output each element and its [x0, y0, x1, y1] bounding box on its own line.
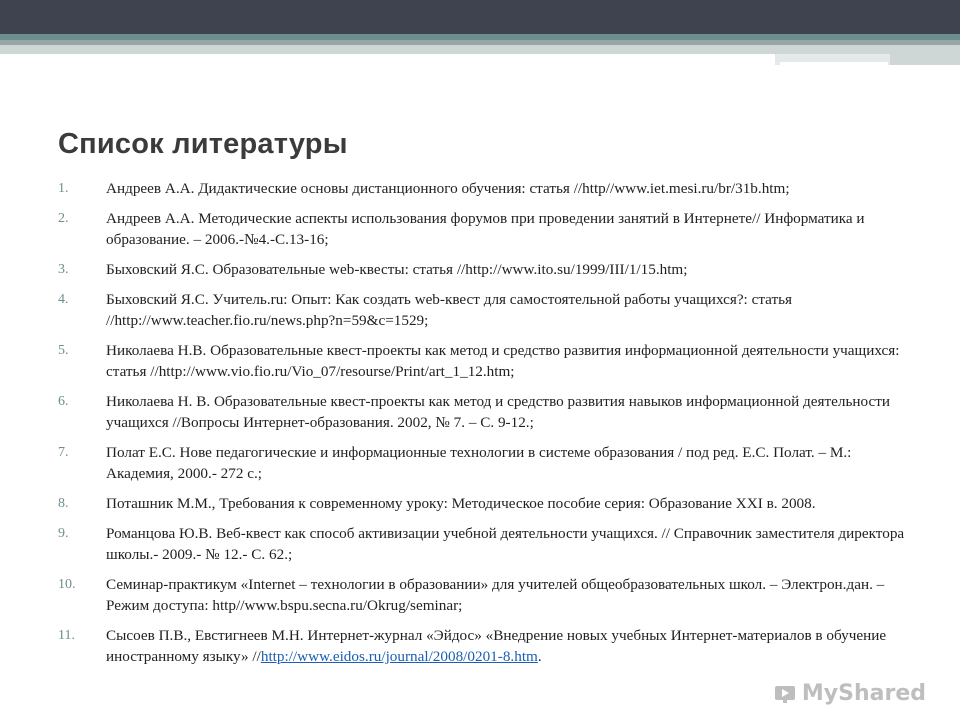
reference-item [58, 442, 918, 484]
reference-number: 3. [58, 262, 69, 277]
reference-item [58, 178, 918, 199]
reference-text: Андреев А.А. Дидактические основы дистанционного обучения: статья //http//www.iet.mesi.ru/br/31b.htm; [106, 180, 790, 197]
reference-item [58, 493, 918, 514]
reference-text: Романцова Ю.В. Веб-квест как способ активизации учебной деятельности учащихся. // Справочник заместителя директора школы.- 2009.- № 12.- С. 62.; [106, 525, 905, 563]
reference-item [58, 259, 918, 280]
reference-number: 8. [58, 496, 69, 511]
reference-number: 7. [58, 445, 69, 460]
reference-text: Семинар-практикум «Internet – технологии в образовании» для учителей общеобразовательных школ. – Электрон.дан. – Режим доступа: http//www.bspu.secna.ru/Okrug/seminar; [106, 576, 885, 614]
reference-text: Николаева Н. В. Образовательные квест-проекты как метод и средство развития навыков информационной деятельности учащихся //Вопросы Интернет-образования. 2002, № 7. – С. 9-12.; [106, 393, 890, 431]
reference-text: Быховский Я.С. Образовательные web-квесты: статья //http://www.ito.su/1999/III/1/15.htm; [106, 261, 688, 278]
page-title: Список литературы [58, 128, 348, 160]
reference-number: 10. [58, 577, 76, 592]
reference-text: Николаева Н.В. Образовательные квест-проекты как метод и средство развития информационной деятельности учащихся: статья //http://www.vio.fio.ru/Vio_07/resourse/Print/art_1_12.htm; [106, 342, 900, 380]
reference-number: 5. [58, 343, 69, 358]
reference-text: Быховский Я.С. Учитель.ru: Опыт: Как создать web-квест для самостоятельной работы учащихся?: статья //http://www.teacher.fio.ru/news.php?n=59&c=1529; [106, 291, 793, 329]
reference-number: 1. [58, 181, 69, 196]
reference-text-end: . [537, 648, 542, 665]
reference-text: Сысоев П.В., Евстигнеев М.Н. Интернет-журнал «Эйдос» «Внедрение новых учебных Интернет-материалов в обучение иностранному языку» // [106, 627, 887, 665]
reference-number: 2. [58, 211, 69, 226]
reference-item [58, 391, 918, 433]
reference-number: 11. [58, 628, 75, 643]
watermark [774, 681, 926, 706]
reference-item [58, 289, 918, 331]
watermark-text: MyShared [801, 681, 926, 706]
reference-list [58, 178, 918, 667]
reference-number: 9. [58, 526, 69, 541]
reference-item [58, 625, 918, 667]
slide-top-band [0, 0, 960, 34]
reference-number: 4. [58, 292, 69, 307]
reference-text: Поташник М.М., Требования к современному уроку: Методическое пособие серия: Образование XXI в. 2008. [106, 495, 816, 512]
reference-item [58, 340, 918, 382]
slide-accent-block-corner [890, 45, 960, 65]
reference-number: 6. [58, 394, 69, 409]
reference-item [58, 523, 918, 565]
reference-link[interactable]: http://www.eidos.ru/journal/2008/0201-8.htm [260, 648, 538, 665]
reference-item [58, 574, 918, 616]
slideshow-icon [774, 683, 796, 705]
reference-text: Полат Е.С. Нове педагогические и информационные технологии в системе образования / под ред. Е.С. Полат. – М.: Академия, 2000.- 272 с.; [106, 444, 852, 482]
reference-item [58, 208, 918, 250]
reference-text: Андреев А.А. Методические аспекты использования форумов при проведении занятий в Интернете// Информатика и образование. – 2006.-№4.-С.13-16; [106, 210, 865, 248]
slide-accent-block [0, 45, 890, 54]
slide-accent-gap [780, 62, 888, 65]
